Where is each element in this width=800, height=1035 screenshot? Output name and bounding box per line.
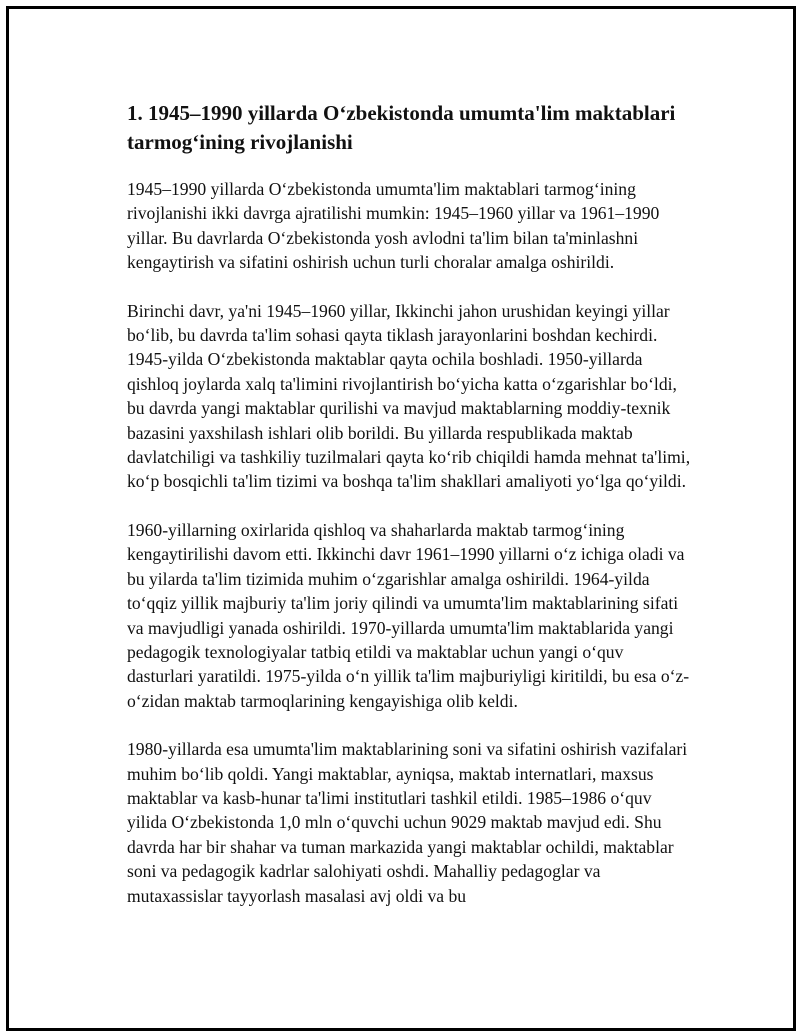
paragraph-first-period: Birinchi davr, ya'ni 1945–1960 yillar, Ikkinchi jahon urushidan keyingi yillar bo‘lib, bu davrda ta'lim sohasi qayta tiklash jarayonlarini boshdan kechirdi. 1945-yilda O‘zbekistonda maktablar qayta ochila boshladi. 1950-yillarda qishloq joylarda xalq ta'limini rivojlantirish bo‘yicha katta o‘zgarishlar bo‘ldi, bu davrda yangi maktablar qurilishi va mavjud maktablarning moddiy-texnik bazasini yaxshilash ishlari olib borildi. Bu yillarda respublikada maktab davlatchiligi va tashkiliy tuzilmalari qayta ko‘rib chiqildi hamda mehnat ta'limi, ko‘p bosqichli ta'lim tizimi va boshqa ta'lim shakllari amaliyoti yo‘lga qo‘yildi. [127,300,691,492]
page-frame [6,6,796,1031]
section-heading: 1. 1945–1990 yillarda O‘zbekistonda umumta'lim maktablari tarmog‘ining rivojlanishi [127,101,676,154]
paragraph-intro: 1945–1990 yillarda O‘zbekistonda umumta'lim maktablari tarmog‘ining rivojlanishi ikki davrga ajratilishi mumkin: 1945–1960 yillar va 1961–1990 yillar. Bu davrlarda O‘zbekistonda yosh avlodni ta'lim bilan ta'minlashni kengaytirish va sifatini oshirish uchun turli choralar amalga oshirildi. [127,179,660,273]
paragraph-1980s: 1980-yillarda esa umumta'lim maktablarining soni va sifatini oshirish vazifalari muhim bo‘lib qoldi. Yangi maktablar, ayniqsa, maktab internatlari, maxsus maktablar va kasb-hunar ta'limi institutlari tashkil etildi. 1985–1986 o‘quv yilida O‘zbekistonda 1,0 mln o‘quvchi uchun 9029 maktab mavjud edi. Shu davrda har bir shahar va tuman markazida yangi maktablar ochildi, maktablar soni va pedagogik kadrlar salohiyati oshdi. Mahalliy pedagoglar va mutaxassislar tayyorlash masalasi avj oldi va bu [127,739,688,906]
document-body [127,99,693,932]
paragraph-second-period: 1960-yillarning oxirlarida qishloq va shaharlarda maktab tarmog‘ining kengaytirilishi davom etti. Ikkinchi davr 1961–1990 yillarni o‘z ichiga oladi va bu yilarda ta'lim tizimida muhim o‘zgarishlar amalga oshirildi. 1964-yilda to‘qqiz yillik majburiy ta'lim joriy qilindi va umumta'lim maktablarining sifati va mavjudligi yanada oshirildi. 1970-yillarda umumta'lim maktablarida yangi pedagogik texnologiyalar tatbiq etildi va maktablar uchun yangi o‘quv dasturlari yaratildi. 1975-yilda o‘n yillik ta'lim majburiyligi kiritildi, bu esa o‘z-o‘zidan maktab tarmoqlarining kengayishiga olib keldi. [127,519,690,711]
